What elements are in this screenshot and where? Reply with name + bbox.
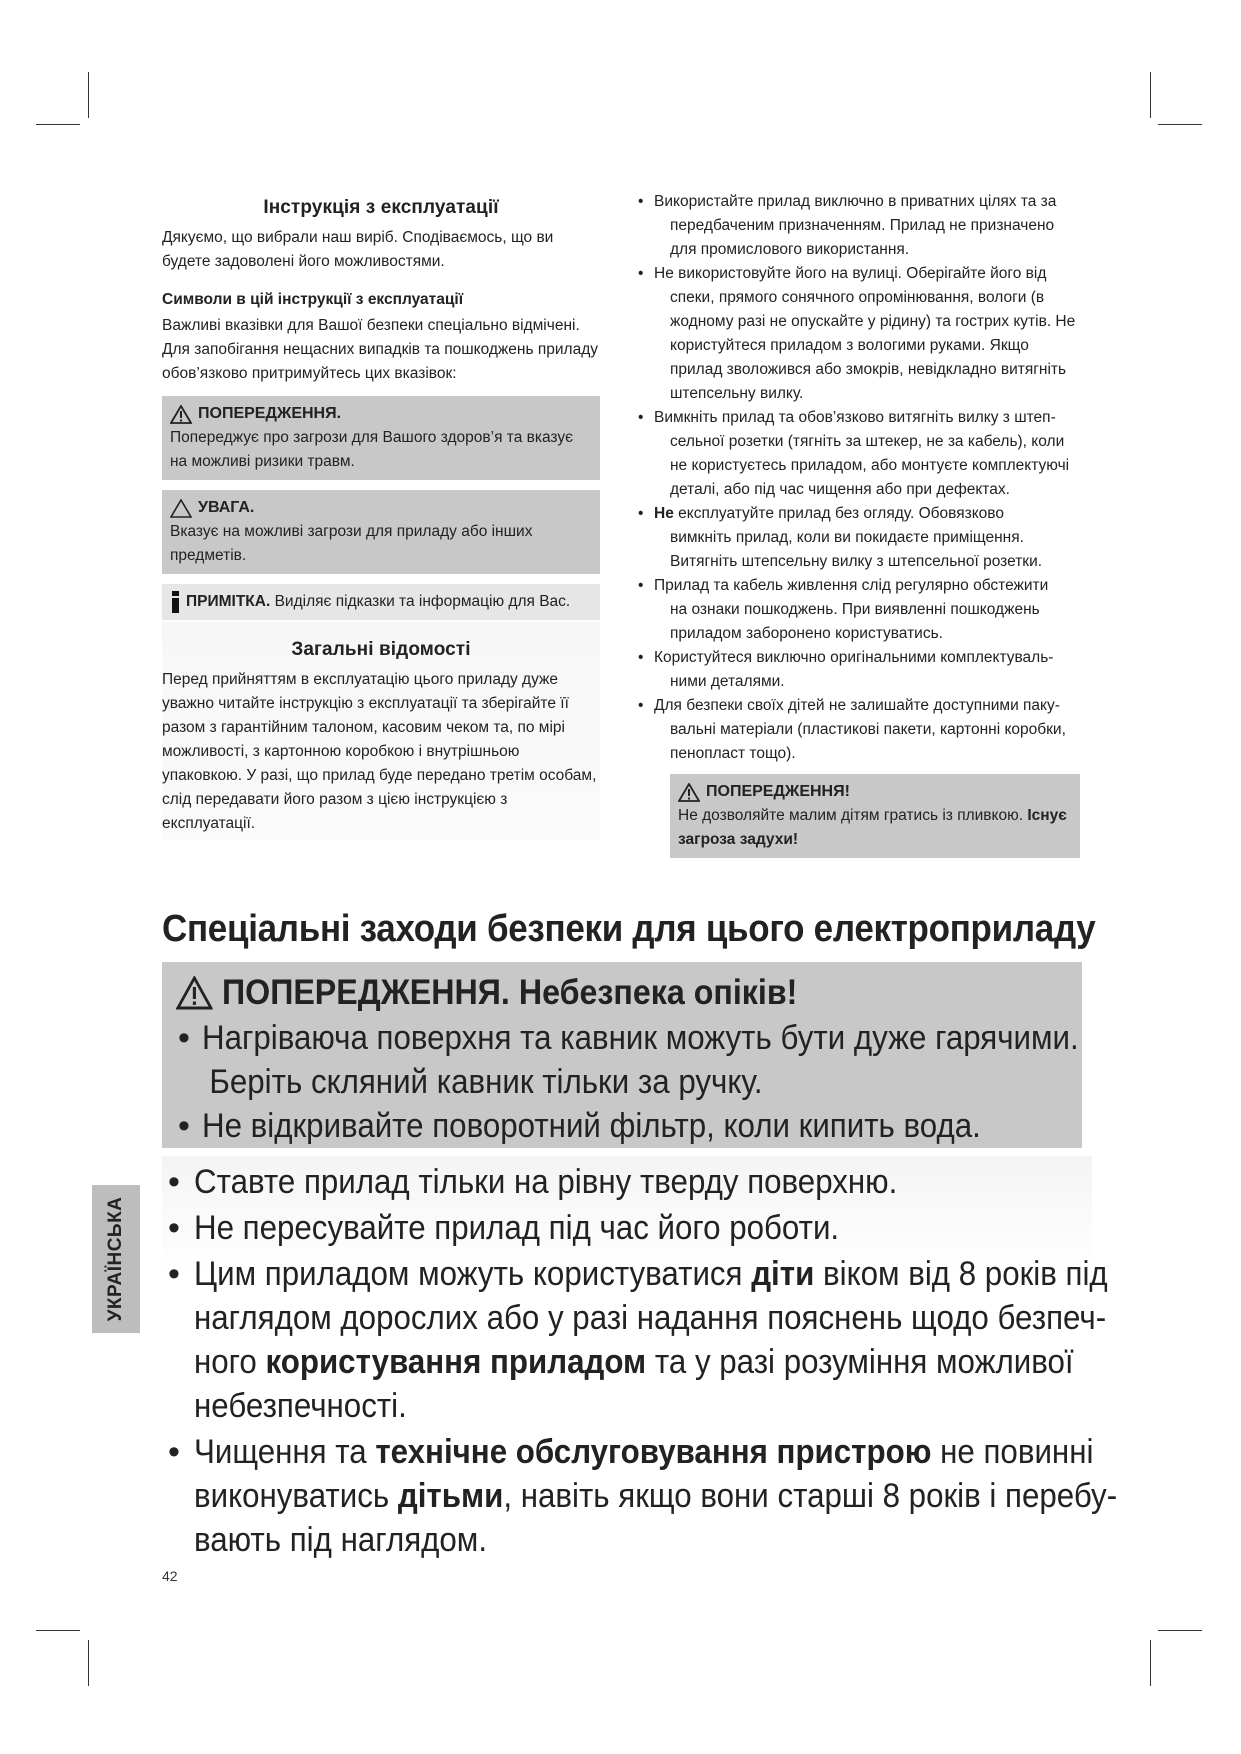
crop-mark xyxy=(88,72,89,118)
child-warning-text: Не дозволяйте малим дітям гратись із пливкою. xyxy=(678,807,1028,824)
child-warning-title: ПОПЕРЕДЖЕННЯ! xyxy=(706,783,850,800)
right-column xyxy=(636,190,1080,858)
page-number: 42 xyxy=(162,1568,178,1584)
language-tab xyxy=(92,1185,140,1333)
list-item: • Не експлуатуйте прилад без огляду. Обовязково вимкніть прилад, коли ви покидаєте приміщення. Витягніть штепсельну вилку з штепсельної розетки. xyxy=(636,502,1080,574)
burn-warning-title: ПОПЕРЕДЖЕННЯ. Небезпека опіків! xyxy=(222,973,798,1012)
list-item: • Прилад та кабель живлення слід регулярно обстежити на ознаки пошкоджень. При виявленні пошкоджень приладом заборонено користуватись. xyxy=(636,574,1080,646)
list-item: • Не пересувайте прилад під час його роботи. xyxy=(166,1206,1088,1250)
list-item: • Не використовуйте його на вулиці. Оберігайте його від спеки, прямого сонячного опромінювання, вологи (в жодному разі не опускайте у рідину) та гострих кутів. Не користуйтеся приладом з вологими руками. Якщо прилад зволожився або змокрів, невідкладно витягніть штепсельну вилку. xyxy=(636,262,1080,406)
crop-mark xyxy=(1158,124,1202,125)
intro-text: Дякуємо, що вибрали наш виріб. Сподіваємось, що ви будете задоволені його можливостями. xyxy=(162,229,554,270)
manual-title: Інструкція з експлуатації xyxy=(263,197,499,218)
crop-mark xyxy=(36,1630,80,1631)
crop-mark xyxy=(1158,1630,1202,1631)
list-item: • Не відкривайте поворотний фільтр, коли кипить вода. xyxy=(172,1104,1072,1148)
burn-warning-box xyxy=(162,962,1082,1148)
child-warning-emphasis: Існує загроза задухи! xyxy=(678,807,1067,848)
list-item: • Нагріваюча поверхня та кавник можуть бути дуже гарячими. Беріть скляний кавник тільки за ручку. xyxy=(172,1016,1072,1104)
symbols-text: Важливі вказівки для Вашої безпеки спеціально відмічені. Для запобігання нещасних випадків та пошкоджень приладу обов’язково притримуйтесь цих вказівок: xyxy=(162,317,598,382)
warning-triangle-icon xyxy=(176,976,213,1010)
language-tab-label: УКРАЇНСЬКА xyxy=(105,1196,126,1322)
special-safety-title: Спеціальні заходи безпеки для цього електроприладу xyxy=(162,908,1096,950)
crop-mark xyxy=(88,1640,89,1686)
list-item: • Використайте прилад виключно в приватних цілях та за передбаченим призначенням. Прилад не призначено для промислового використання. xyxy=(636,190,1080,262)
caution-box xyxy=(162,490,600,574)
caution-title: УВАГА. xyxy=(198,499,255,516)
caution-triangle-icon xyxy=(170,499,192,518)
list-item: • Для безпеки своїх дітей не залишайте доступними паку- вальні матеріали (пластикові пакети, картонні коробки, пенопласт тощо). xyxy=(636,694,1080,766)
warning-triangle-icon xyxy=(170,405,192,424)
crop-mark xyxy=(36,124,80,125)
crop-mark xyxy=(1150,1640,1151,1686)
list-item: • Чищення та технічне обслуговування пристрою не повинні виконуватись дітьми, навіть якщо вони старші 8 років і перебу- вають під наглядом. xyxy=(166,1430,1088,1562)
warning-triangle-icon xyxy=(678,783,700,802)
general-section xyxy=(162,622,600,840)
special-instructions xyxy=(162,1156,1118,1568)
list-item: • Цим приладом можуть користуватися діти віком від 8 років під наглядом дорослих або у разі надання пояснень щодо безпеч- ного користування приладом та у разі розуміння можливої небезпечності. xyxy=(166,1252,1088,1428)
info-icon xyxy=(170,591,180,613)
crop-mark xyxy=(1150,72,1151,118)
warning-text: Попереджує про загрози для Вашого здоров’я та вказує на можливі ризики травм. xyxy=(170,429,574,470)
warning-box xyxy=(162,396,600,480)
symbols-heading: Символи в цій інструкції з експлуатації xyxy=(162,291,464,308)
general-title: Загальні відомості xyxy=(291,639,471,660)
caution-text: Вказує на можливі загрози для приладу або інших предметів. xyxy=(170,523,533,564)
list-item: • Вимкніть прилад та обов’язково витягніть вилку з штеп- сельної розетки (тягніть за штекер, не за кабель), коли не користуєтесь приладом, або монтуєте комплектуючі деталі, або під час чищення або при дефектах. xyxy=(636,406,1080,502)
list-item: • Ставте прилад тільки на рівну тверду поверхню. xyxy=(166,1160,1088,1204)
list-item: • Користуйтеся виключно оригінальними комплектуваль- ними деталями. xyxy=(636,646,1080,694)
general-text: Перед прийняттям в експлуатацію цього приладу дуже уважно читайте інструкцію з експлуатації та зберігайте її разом з гарантійним талоном, касовим чеком та, по мірі можливості, з картонною коробкою і внутрішньою упаковкою. У разі, що прилад буде передано третім особам, слід передавати його разом з цією інструкцією з експлуатації. xyxy=(162,671,597,832)
safety-list xyxy=(636,190,1080,766)
note-label: ПРИМІТКА. xyxy=(186,593,271,610)
note-box xyxy=(162,584,600,620)
warning-title: ПОПЕРЕДЖЕННЯ. xyxy=(198,405,342,422)
left-column xyxy=(162,190,600,840)
child-warning-box xyxy=(670,774,1080,858)
note-text: Виділяє підказки та інформацію для Вас. xyxy=(274,593,571,610)
